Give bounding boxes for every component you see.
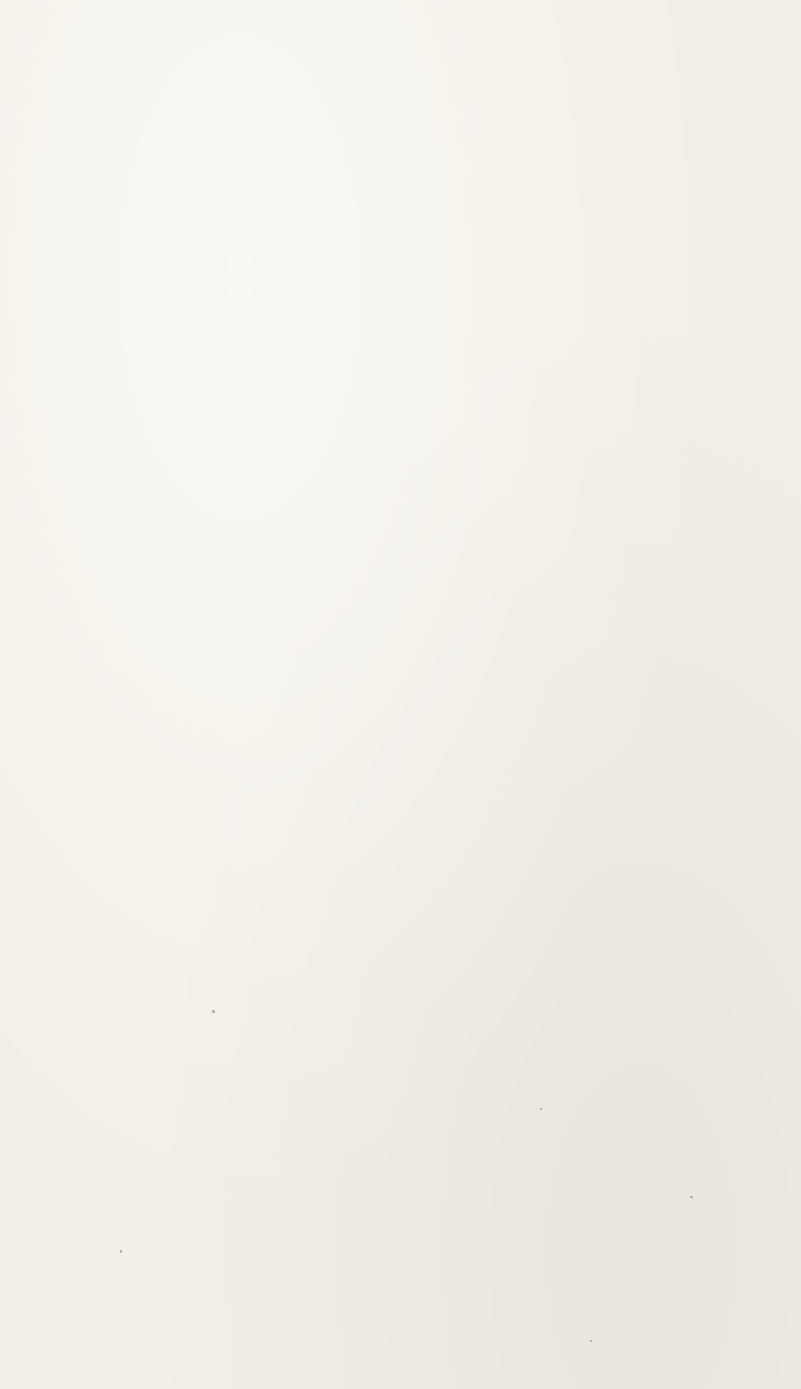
paper-speck <box>120 1250 122 1253</box>
paper-speck <box>212 1010 215 1013</box>
paper-speck <box>590 1340 592 1342</box>
paper-speck <box>690 1196 693 1198</box>
running-head <box>0 92 801 128</box>
paper-speck <box>540 1108 542 1110</box>
